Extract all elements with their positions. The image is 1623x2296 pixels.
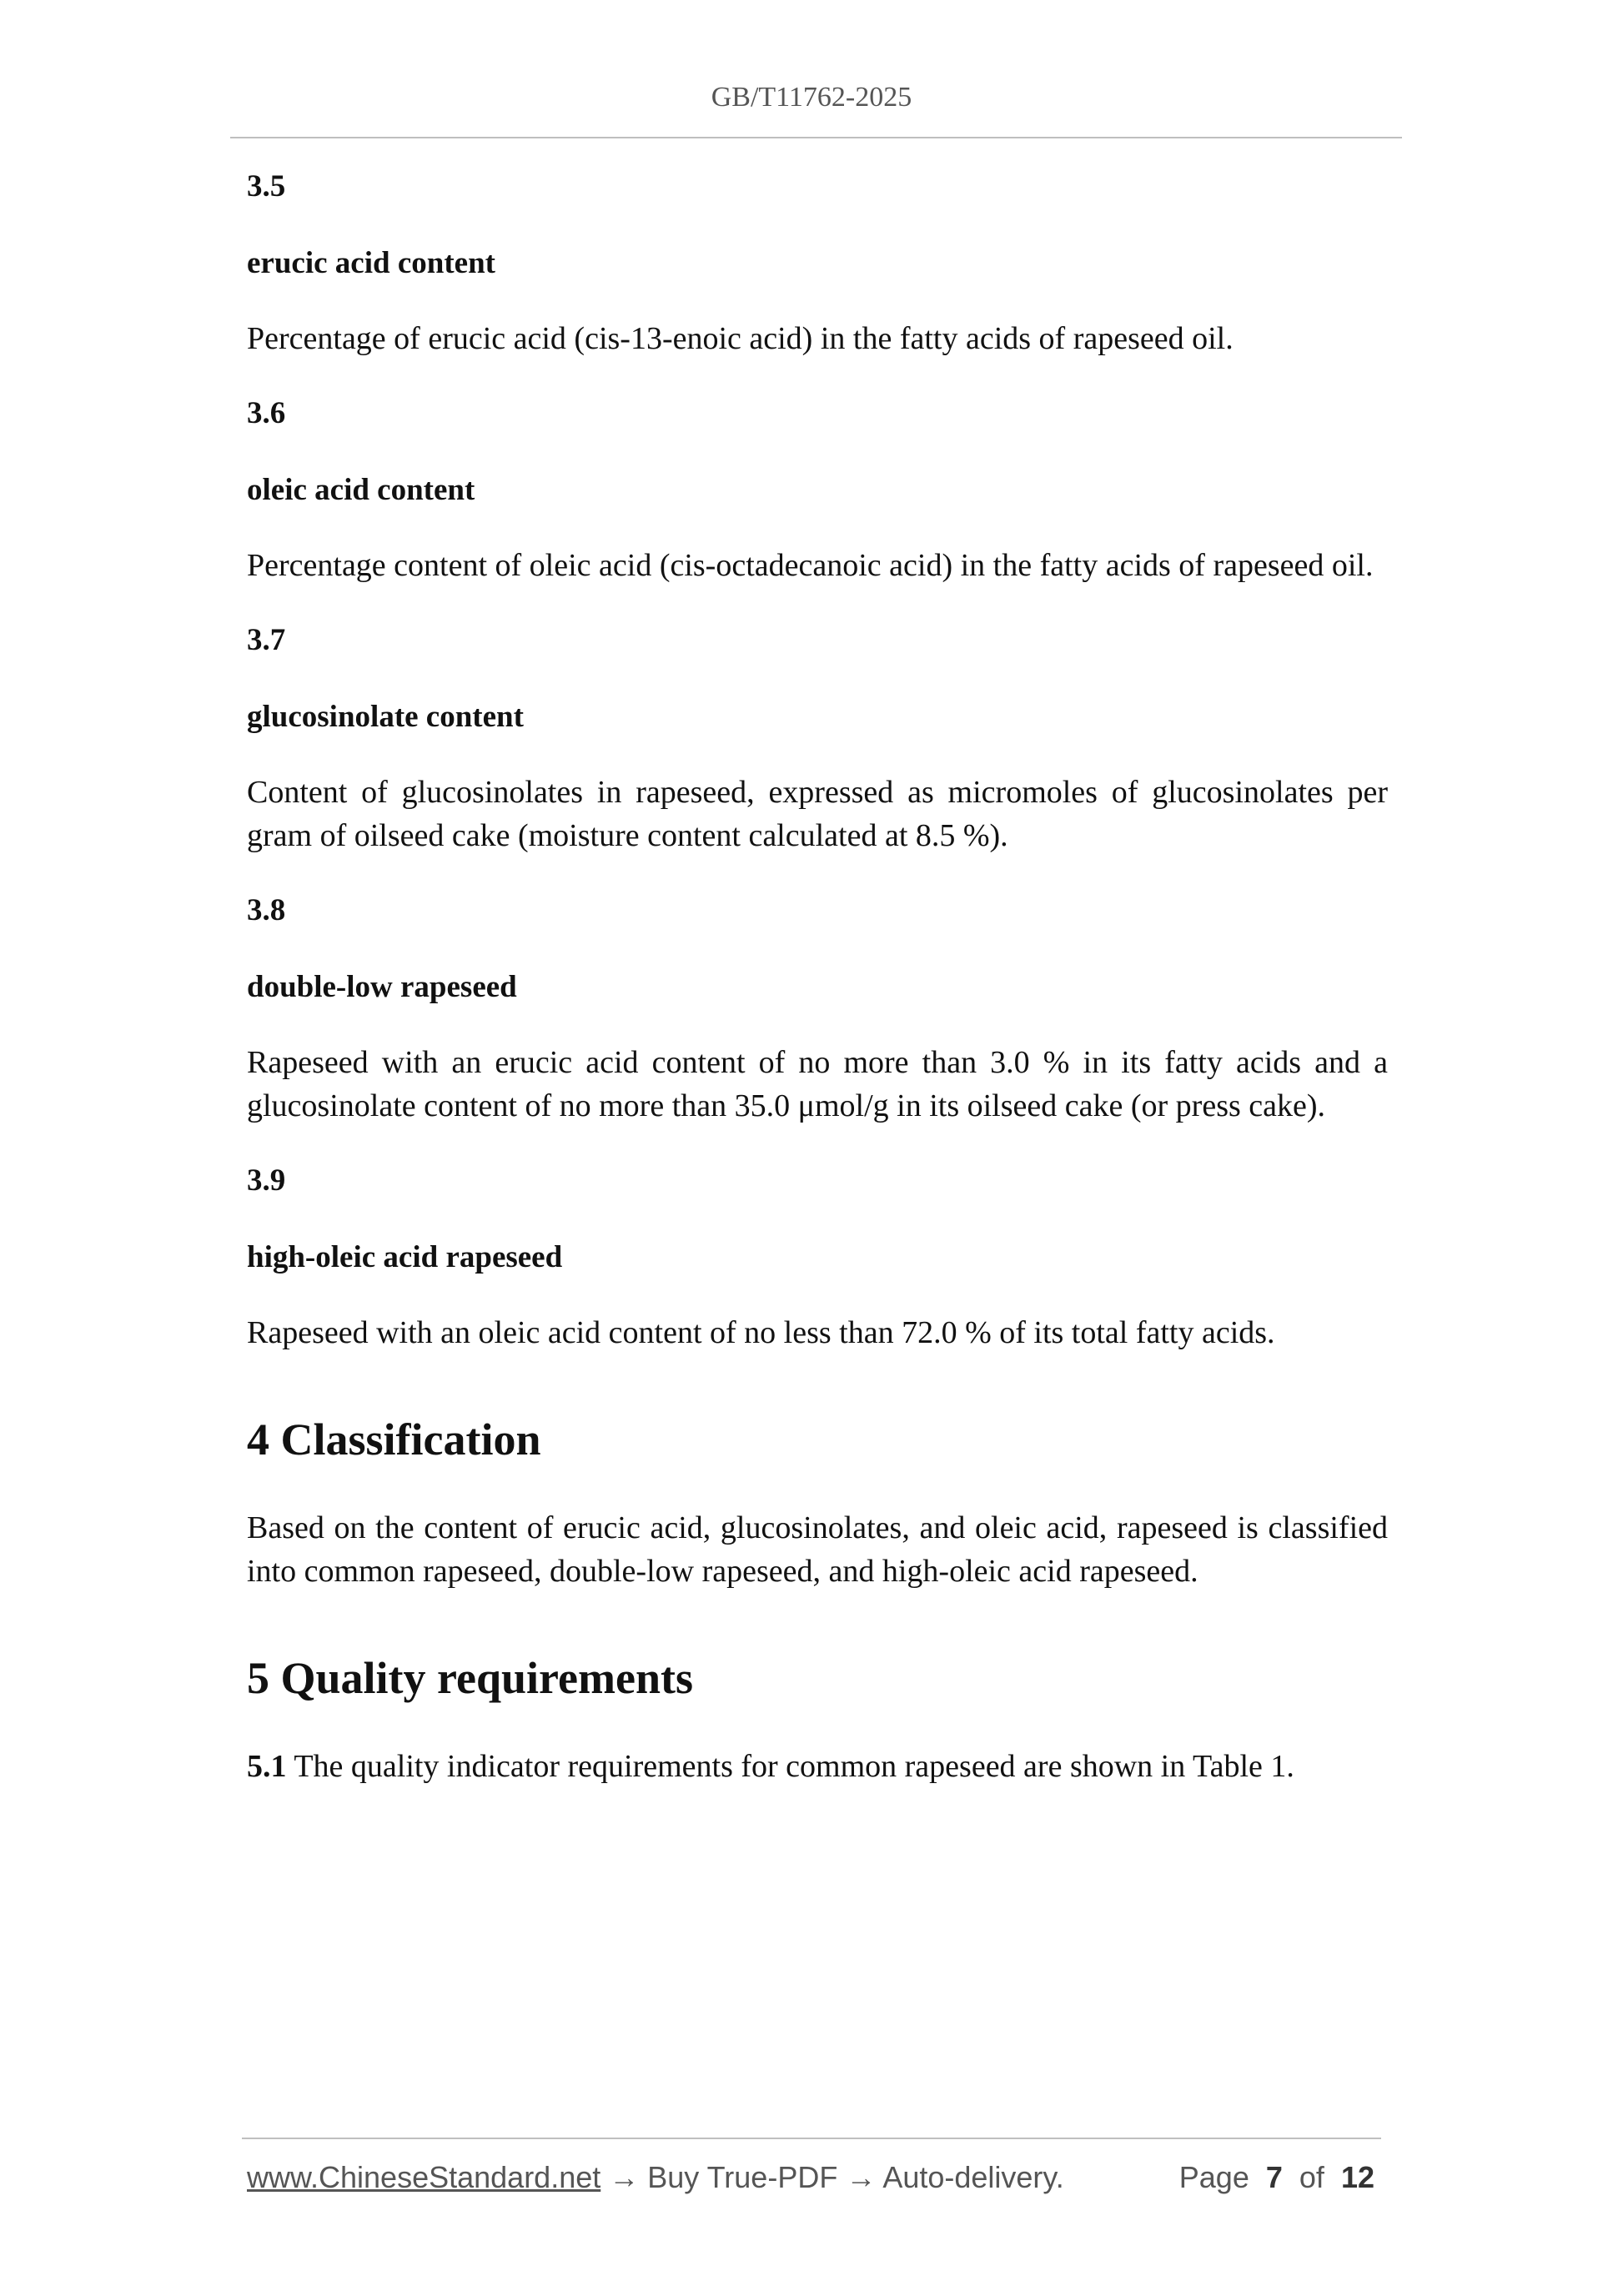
footer-tagline: → Buy True-PDF → Auto-delivery. bbox=[600, 2160, 1064, 2194]
clause-text: The quality indicator requirements for common rapeseed are shown in Table 1. bbox=[286, 1749, 1294, 1784]
page-label: Page bbox=[1178, 2160, 1249, 2194]
footer-divider bbox=[242, 2138, 1381, 2139]
term-definition: Rapeseed with an oleic acid content of no less than 72.0 % of its total fatty acids. bbox=[247, 1315, 1275, 1350]
total-pages-number: 12 bbox=[1340, 2160, 1374, 2194]
clause-number: 3.9 bbox=[247, 1163, 286, 1198]
current-page-number: 7 bbox=[1265, 2160, 1283, 2194]
clause-number: 5.1 bbox=[247, 1749, 287, 1784]
page-content bbox=[247, 167, 1388, 1788]
section-heading-classification: 4 Classification bbox=[247, 1414, 541, 1465]
header-divider bbox=[230, 137, 1402, 138]
term-title: double-low rapeseed bbox=[247, 970, 517, 1004]
page-indicator bbox=[1179, 2160, 1374, 2195]
term-definition: Rapeseed with an erucic acid content of no more than 3.0 % in its fatty acids and a glucosinolate content of no more than 35.0 μmol/g in its oilseed cake (or press cake). bbox=[247, 1045, 1388, 1123]
term-definition: Percentage of erucic acid (cis-13-enoic acid) in the fatty acids of rapeseed oil. bbox=[247, 321, 1234, 356]
clause-number: 3.8 bbox=[247, 893, 286, 927]
clause-number: 3.7 bbox=[247, 623, 286, 657]
page-of-label: of bbox=[1299, 2160, 1324, 2194]
footer-promo bbox=[247, 2160, 1064, 2195]
term-definition: Content of glucosinolates in rapeseed, expressed as micromoles of glucosinolates per gram of oilseed cake (moisture content calculated at 8.5 %). bbox=[247, 775, 1388, 853]
clause-number: 3.5 bbox=[247, 169, 286, 203]
quality-requirements-paragraph bbox=[247, 1745, 1388, 1788]
website-link[interactable]: www.ChineseStandard.net bbox=[247, 2160, 601, 2194]
term-title: erucic acid content bbox=[247, 246, 495, 280]
section-heading-quality-requirements: 5 Quality requirements bbox=[247, 1653, 693, 1703]
term-title: oleic acid content bbox=[247, 473, 475, 507]
term-definition: Percentage content of oleic acid (cis-octadecanoic acid) in the fatty acids of rapeseed oil. bbox=[247, 548, 1374, 583]
classification-paragraph: Based on the content of erucic acid, glucosinolates, and oleic acid, rapeseed is classified into common rapeseed, double-low rapeseed, and high-oleic acid rapeseed. bbox=[247, 1510, 1388, 1589]
term-title: glucosinolate content bbox=[247, 700, 524, 734]
term-title: high-oleic acid rapeseed bbox=[247, 1240, 563, 1274]
document-code-header: GB/T11762-2025 bbox=[711, 82, 912, 113]
page-footer bbox=[247, 2160, 1374, 2202]
clause-number: 3.6 bbox=[247, 396, 286, 430]
